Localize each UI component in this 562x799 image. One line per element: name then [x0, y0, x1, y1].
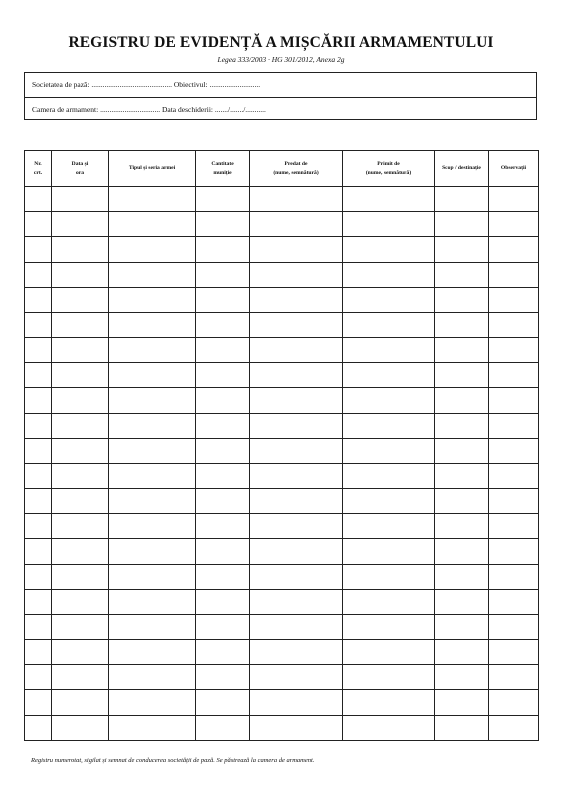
- table-cell[interactable]: [196, 237, 250, 262]
- table-cell[interactable]: [52, 262, 109, 287]
- table-cell[interactable]: [109, 312, 196, 337]
- table-cell[interactable]: [25, 514, 52, 539]
- table-cell[interactable]: [250, 589, 343, 614]
- table-cell[interactable]: [343, 187, 435, 212]
- table-cell[interactable]: [52, 338, 109, 363]
- table-cell[interactable]: [109, 287, 196, 312]
- footer-note: Registru numerotat, sigilat și semnat de conducerea societății de pază. Se păstrează la camera de armament.: [31, 757, 315, 764]
- table-cell[interactable]: [109, 413, 196, 438]
- table-cell[interactable]: [343, 690, 435, 715]
- company-objective-field: Societatea de pază: ........................................... Obiectivul: ...........................: [32, 80, 261, 89]
- table-cell[interactable]: [343, 287, 435, 312]
- table-cell[interactable]: [343, 614, 435, 639]
- table-cell[interactable]: [343, 715, 435, 740]
- table-cell[interactable]: [489, 212, 539, 237]
- table-cell[interactable]: [196, 715, 250, 740]
- table-cell[interactable]: [343, 363, 435, 388]
- table-cell[interactable]: [250, 262, 343, 287]
- table-cell[interactable]: [489, 489, 539, 514]
- table-cell[interactable]: [435, 388, 489, 413]
- table-cell[interactable]: [250, 690, 343, 715]
- table-cell[interactable]: [52, 237, 109, 262]
- table-cell[interactable]: [196, 539, 250, 564]
- table-row: [25, 413, 539, 438]
- table-row: [25, 715, 539, 740]
- table-cell[interactable]: [489, 665, 539, 690]
- col-header-handed-by: Predat de (nume, semnătură): [250, 151, 343, 187]
- table-cell[interactable]: [435, 539, 489, 564]
- table-cell[interactable]: [196, 388, 250, 413]
- table-cell[interactable]: [250, 212, 343, 237]
- table-cell[interactable]: [109, 640, 196, 665]
- table-cell[interactable]: [52, 539, 109, 564]
- table-cell[interactable]: [435, 438, 489, 463]
- table-cell[interactable]: [196, 463, 250, 488]
- table-cell[interactable]: [435, 589, 489, 614]
- table-cell[interactable]: [52, 363, 109, 388]
- table-cell[interactable]: [109, 463, 196, 488]
- table-cell[interactable]: [25, 438, 52, 463]
- table-cell[interactable]: [489, 640, 539, 665]
- table-cell[interactable]: [489, 438, 539, 463]
- table-cell[interactable]: [489, 287, 539, 312]
- table-cell[interactable]: [250, 413, 343, 438]
- table-cell[interactable]: [25, 187, 52, 212]
- table-row: [25, 463, 539, 488]
- table-cell[interactable]: [196, 514, 250, 539]
- table-cell[interactable]: [109, 589, 196, 614]
- table-cell[interactable]: [250, 363, 343, 388]
- table-cell[interactable]: [343, 640, 435, 665]
- table-row: [25, 514, 539, 539]
- table-cell[interactable]: [435, 489, 489, 514]
- table-cell[interactable]: [25, 690, 52, 715]
- table-cell[interactable]: [343, 665, 435, 690]
- table-row: [25, 564, 539, 589]
- table-cell[interactable]: [109, 564, 196, 589]
- table-cell[interactable]: [343, 564, 435, 589]
- table-cell[interactable]: [250, 287, 343, 312]
- legal-reference: Legea 333/2003 · HG 301/2012, Anexa 2g: [217, 55, 345, 64]
- table-row: [25, 212, 539, 237]
- table-cell[interactable]: [52, 514, 109, 539]
- table-cell[interactable]: [109, 514, 196, 539]
- table-cell[interactable]: [196, 363, 250, 388]
- table-cell[interactable]: [109, 363, 196, 388]
- table-cell[interactable]: [52, 489, 109, 514]
- register-body: [25, 187, 539, 741]
- table-cell[interactable]: [250, 539, 343, 564]
- table-cell[interactable]: [435, 413, 489, 438]
- table-cell[interactable]: [250, 514, 343, 539]
- table-cell[interactable]: [196, 589, 250, 614]
- table-cell[interactable]: [435, 287, 489, 312]
- col-header-ammo-quantity: Cantitate muniție: [196, 151, 250, 187]
- table-cell[interactable]: [109, 539, 196, 564]
- table-cell[interactable]: [196, 564, 250, 589]
- table-row: [25, 363, 539, 388]
- table-cell[interactable]: [25, 363, 52, 388]
- table-cell[interactable]: [52, 564, 109, 589]
- table-cell[interactable]: [489, 589, 539, 614]
- table-cell[interactable]: [196, 438, 250, 463]
- table-cell[interactable]: [109, 489, 196, 514]
- table-cell[interactable]: [489, 338, 539, 363]
- table-cell[interactable]: [196, 212, 250, 237]
- table-cell[interactable]: [25, 287, 52, 312]
- table-cell[interactable]: [25, 463, 52, 488]
- table-cell[interactable]: [52, 438, 109, 463]
- col-header-nr: Nr. crt.: [25, 151, 52, 187]
- table-cell[interactable]: [109, 690, 196, 715]
- table-header-row: [25, 151, 539, 187]
- table-cell[interactable]: [435, 312, 489, 337]
- table-cell[interactable]: [250, 489, 343, 514]
- table-cell[interactable]: [435, 564, 489, 589]
- table-cell[interactable]: [489, 514, 539, 539]
- table-cell[interactable]: [25, 262, 52, 287]
- table-cell[interactable]: [489, 715, 539, 740]
- table-cell[interactable]: [196, 413, 250, 438]
- table-cell[interactable]: [250, 640, 343, 665]
- armory-opening-date-field: Camera de armament: ................................ Data deschiderii: ......./......./...........: [25, 97, 536, 122]
- table-cell[interactable]: [196, 690, 250, 715]
- table-row: [25, 539, 539, 564]
- table-cell[interactable]: [52, 287, 109, 312]
- table-cell[interactable]: [435, 262, 489, 287]
- table-cell[interactable]: [435, 690, 489, 715]
- table-cell[interactable]: [250, 187, 343, 212]
- col-header-weapon-type: Tipul și seria armei: [109, 151, 196, 187]
- table-cell[interactable]: [435, 338, 489, 363]
- table-cell[interactable]: [196, 489, 250, 514]
- table-cell[interactable]: [52, 614, 109, 639]
- table-cell[interactable]: [343, 312, 435, 337]
- table-cell[interactable]: [196, 187, 250, 212]
- table-cell[interactable]: [25, 539, 52, 564]
- table-cell[interactable]: [343, 413, 435, 438]
- table-cell[interactable]: [250, 312, 343, 337]
- table-cell[interactable]: [109, 187, 196, 212]
- table-cell[interactable]: [250, 463, 343, 488]
- table-cell[interactable]: [109, 388, 196, 413]
- table-cell[interactable]: [196, 312, 250, 337]
- col-header-date-time: Data și ora: [52, 151, 109, 187]
- table-cell[interactable]: [25, 212, 52, 237]
- table-cell[interactable]: [343, 514, 435, 539]
- table-cell[interactable]: [52, 413, 109, 438]
- table-cell[interactable]: [343, 262, 435, 287]
- table-cell[interactable]: [25, 489, 52, 514]
- table-cell[interactable]: [489, 614, 539, 639]
- table-cell[interactable]: [109, 338, 196, 363]
- table-cell[interactable]: [196, 665, 250, 690]
- table-cell[interactable]: [435, 363, 489, 388]
- table-cell[interactable]: [52, 690, 109, 715]
- table-cell[interactable]: [489, 539, 539, 564]
- table-row: [25, 665, 539, 690]
- table-cell[interactable]: [435, 614, 489, 639]
- table-cell[interactable]: [489, 463, 539, 488]
- table-cell[interactable]: [25, 589, 52, 614]
- table-cell[interactable]: [343, 589, 435, 614]
- table-cell[interactable]: [109, 665, 196, 690]
- table-cell[interactable]: [343, 438, 435, 463]
- table-cell[interactable]: [435, 237, 489, 262]
- table-cell[interactable]: [25, 564, 52, 589]
- table-row: [25, 589, 539, 614]
- table-cell[interactable]: [52, 463, 109, 488]
- table-cell[interactable]: [25, 413, 52, 438]
- table-cell[interactable]: [52, 715, 109, 740]
- table-cell[interactable]: [196, 262, 250, 287]
- table-cell[interactable]: [25, 388, 52, 413]
- table-cell[interactable]: [489, 187, 539, 212]
- table-cell[interactable]: [109, 614, 196, 639]
- table-cell[interactable]: [343, 237, 435, 262]
- table-row: [25, 489, 539, 514]
- table-cell[interactable]: [109, 212, 196, 237]
- info-box: [24, 72, 537, 120]
- table-row: [25, 388, 539, 413]
- table-cell[interactable]: [250, 614, 343, 639]
- table-row: [25, 690, 539, 715]
- table-cell[interactable]: [250, 338, 343, 363]
- table-cell[interactable]: [489, 363, 539, 388]
- table-row: [25, 287, 539, 312]
- table-cell[interactable]: [435, 665, 489, 690]
- table-cell[interactable]: [196, 640, 250, 665]
- table-cell[interactable]: [250, 665, 343, 690]
- table-row: [25, 262, 539, 287]
- col-header-observations: Observații: [489, 151, 539, 187]
- table-cell[interactable]: [25, 715, 52, 740]
- table-row: [25, 640, 539, 665]
- table-cell[interactable]: [52, 589, 109, 614]
- table-row: [25, 438, 539, 463]
- table-cell[interactable]: [109, 262, 196, 287]
- table-cell[interactable]: [196, 287, 250, 312]
- table-cell[interactable]: [109, 715, 196, 740]
- table-cell[interactable]: [250, 388, 343, 413]
- table-cell[interactable]: [25, 338, 52, 363]
- table-cell[interactable]: [52, 187, 109, 212]
- table-cell[interactable]: [489, 237, 539, 262]
- table-cell[interactable]: [196, 338, 250, 363]
- table-cell[interactable]: [489, 413, 539, 438]
- table-cell[interactable]: [343, 539, 435, 564]
- table-cell[interactable]: [52, 665, 109, 690]
- table-cell[interactable]: [250, 715, 343, 740]
- table-cell[interactable]: [435, 640, 489, 665]
- table-cell[interactable]: [52, 212, 109, 237]
- page-title: REGISTRU DE EVIDENȚĂ A MIȘCĂRII ARMAMENTULUI: [68, 34, 494, 51]
- table-row: [25, 614, 539, 639]
- table-cell[interactable]: [343, 463, 435, 488]
- table-cell[interactable]: [250, 438, 343, 463]
- table-cell[interactable]: [52, 640, 109, 665]
- table-cell[interactable]: [250, 564, 343, 589]
- col-header-purpose: Scop / destinație: [435, 151, 489, 187]
- table-cell[interactable]: [25, 312, 52, 337]
- table-cell[interactable]: [109, 438, 196, 463]
- table-cell[interactable]: [52, 312, 109, 337]
- register-table: [24, 150, 539, 741]
- table-cell[interactable]: [250, 237, 343, 262]
- table-cell[interactable]: [52, 388, 109, 413]
- table-cell[interactable]: [196, 614, 250, 639]
- table-cell[interactable]: [489, 690, 539, 715]
- table-cell[interactable]: [109, 237, 196, 262]
- table-cell[interactable]: [25, 614, 52, 639]
- table-cell[interactable]: [489, 312, 539, 337]
- table-cell[interactable]: [435, 715, 489, 740]
- table-row: [25, 187, 539, 212]
- table-cell[interactable]: [343, 489, 435, 514]
- table-cell[interactable]: [435, 212, 489, 237]
- table-cell[interactable]: [343, 338, 435, 363]
- table-row: [25, 312, 539, 337]
- table-cell[interactable]: [435, 463, 489, 488]
- table-cell[interactable]: [25, 640, 52, 665]
- table-cell[interactable]: [489, 388, 539, 413]
- table-cell[interactable]: [343, 388, 435, 413]
- table-cell[interactable]: [25, 237, 52, 262]
- table-cell[interactable]: [343, 212, 435, 237]
- col-header-received-by: Primit de (nume, semnătură): [343, 151, 435, 187]
- table-row: [25, 338, 539, 363]
- table-cell[interactable]: [489, 262, 539, 287]
- table-cell[interactable]: [435, 514, 489, 539]
- table-row: [25, 237, 539, 262]
- table-cell[interactable]: [435, 187, 489, 212]
- table-cell[interactable]: [489, 564, 539, 589]
- table-cell[interactable]: [25, 665, 52, 690]
